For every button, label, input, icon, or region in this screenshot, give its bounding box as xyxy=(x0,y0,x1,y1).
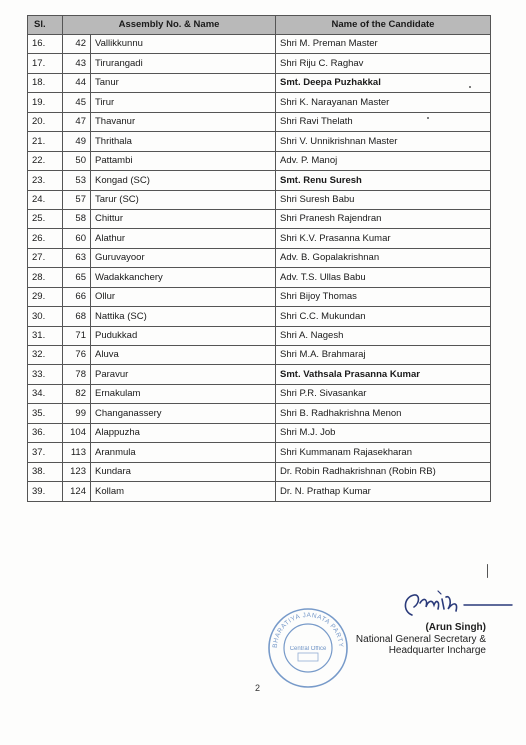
row-assembly-no: 60 xyxy=(63,229,91,248)
stamp-center-text: Central Office xyxy=(289,646,327,652)
table-row xyxy=(28,35,491,54)
table-row xyxy=(28,54,491,73)
row-assembly-no: 124 xyxy=(63,482,91,501)
row-assembly-no: 76 xyxy=(63,346,91,365)
row-assembly-name: Kollam xyxy=(91,482,276,501)
row-sl: 35. xyxy=(28,404,63,423)
table-row xyxy=(28,404,491,423)
header-row xyxy=(28,16,491,35)
row-candidate-name: Shri M.J. Job xyxy=(276,423,491,442)
table-row xyxy=(28,268,491,287)
row-candidate-name: Shri Ravi Thelath xyxy=(276,112,491,131)
signatory-title-line1: National General Secretary & xyxy=(355,633,486,645)
row-sl: 26. xyxy=(28,229,63,248)
row-assembly-no: 58 xyxy=(63,209,91,228)
row-candidate-name: Smt. Renu Suresh xyxy=(276,171,491,190)
table-row xyxy=(28,326,491,345)
row-assembly-name: Aluva xyxy=(91,346,276,365)
signatory-title-line2: Headquarter Incharge xyxy=(388,645,486,656)
header-assembly: Assembly No. & Name xyxy=(63,16,276,35)
candidate-table xyxy=(27,15,491,502)
row-candidate-name: Shri Kummanam Rajasekharan xyxy=(276,443,491,462)
row-sl: 28. xyxy=(28,268,63,287)
row-assembly-no: 50 xyxy=(63,151,91,170)
row-assembly-no: 42 xyxy=(63,35,91,54)
page-number: 2 xyxy=(255,683,261,693)
row-candidate-name: Dr. N. Prathap Kumar xyxy=(276,482,491,501)
row-assembly-name: Wadakkanchery xyxy=(91,268,276,287)
table-row xyxy=(28,73,491,92)
row-assembly-no: 104 xyxy=(63,423,91,442)
row-sl: 27. xyxy=(28,248,63,267)
scan-speck xyxy=(427,117,429,119)
row-assembly-no: 123 xyxy=(63,462,91,481)
row-sl: 18. xyxy=(28,73,63,92)
row-sl: 20. xyxy=(28,112,63,131)
row-assembly-name: Thrithala xyxy=(91,132,276,151)
row-candidate-name: Shri K.V. Prasanna Kumar xyxy=(276,229,491,248)
row-candidate-name: Shri Pranesh Rajendran xyxy=(276,209,491,228)
row-candidate-name: Shri P.R. Sivasankar xyxy=(276,384,491,403)
row-sl: 30. xyxy=(28,307,63,326)
row-candidate-name: Shri C.C. Mukundan xyxy=(276,307,491,326)
row-candidate-name: Adv. P. Manoj xyxy=(276,151,491,170)
row-assembly-no: 49 xyxy=(63,132,91,151)
table-row xyxy=(28,462,491,481)
row-sl: 17. xyxy=(28,54,63,73)
row-assembly-no: 99 xyxy=(63,404,91,423)
row-assembly-no: 65 xyxy=(63,268,91,287)
row-sl: 16. xyxy=(28,35,63,54)
row-candidate-name: Shri M.A. Brahmaraj xyxy=(276,346,491,365)
row-sl: 23. xyxy=(28,171,63,190)
row-assembly-name: Pattambi xyxy=(91,151,276,170)
row-sl: 34. xyxy=(28,384,63,403)
row-assembly-no: 53 xyxy=(63,171,91,190)
table-row xyxy=(28,248,491,267)
row-assembly-name: Tirurangadi xyxy=(91,54,276,73)
row-sl: 33. xyxy=(28,365,63,384)
row-assembly-no: 66 xyxy=(63,287,91,306)
row-candidate-name: Dr. Robin Radhakrishnan (Robin RB) xyxy=(276,462,491,481)
table-row xyxy=(28,229,491,248)
row-assembly-name: Pudukkad xyxy=(91,326,276,345)
row-candidate-name: Smt. Deepa Puzhakkal xyxy=(276,73,491,92)
table-row xyxy=(28,482,491,501)
row-candidate-name: Shri A. Nagesh xyxy=(276,326,491,345)
signature-mark xyxy=(398,585,516,625)
row-sl: 25. xyxy=(28,209,63,228)
row-assembly-name: Tarur (SC) xyxy=(91,190,276,209)
row-assembly-no: 43 xyxy=(63,54,91,73)
row-assembly-name: Kongad (SC) xyxy=(91,171,276,190)
row-assembly-no: 78 xyxy=(63,365,91,384)
row-assembly-name: Guruvayoor xyxy=(91,248,276,267)
row-assembly-no: 71 xyxy=(63,326,91,345)
scan-speck xyxy=(487,564,488,578)
table-row xyxy=(28,423,491,442)
row-sl: 21. xyxy=(28,132,63,151)
row-assembly-name: Aranmula xyxy=(91,443,276,462)
row-sl: 36. xyxy=(28,423,63,442)
row-sl: 24. xyxy=(28,190,63,209)
row-assembly-name: Vallikkunnu xyxy=(91,35,276,54)
row-assembly-name: Alappuzha xyxy=(91,423,276,442)
table-body xyxy=(28,35,491,502)
table-row xyxy=(28,365,491,384)
row-assembly-name: Kundara xyxy=(91,462,276,481)
table-row xyxy=(28,93,491,112)
row-candidate-name: Shri Bijoy Thomas xyxy=(276,287,491,306)
row-assembly-no: 57 xyxy=(63,190,91,209)
row-sl: 29. xyxy=(28,287,63,306)
table-row xyxy=(28,171,491,190)
table-row xyxy=(28,287,491,306)
row-assembly-no: 68 xyxy=(63,307,91,326)
row-sl: 37. xyxy=(28,443,63,462)
row-candidate-name: Shri V. Unnikrishnan Master xyxy=(276,132,491,151)
row-sl: 38. xyxy=(28,462,63,481)
row-assembly-no: 63 xyxy=(63,248,91,267)
table-row xyxy=(28,209,491,228)
row-sl: 19. xyxy=(28,93,63,112)
row-sl: 39. xyxy=(28,482,63,501)
table-row xyxy=(28,384,491,403)
row-assembly-name: Ernakulam xyxy=(91,384,276,403)
table-row xyxy=(28,132,491,151)
row-assembly-no: 82 xyxy=(63,384,91,403)
row-assembly-name: Ollur xyxy=(91,287,276,306)
stamp-ring-text: BHARATIYA JANATA PARTY xyxy=(271,611,345,649)
row-sl: 22. xyxy=(28,151,63,170)
signatory-name: (Arun Singh) xyxy=(425,622,486,633)
row-assembly-no: 47 xyxy=(63,112,91,131)
row-assembly-no: 45 xyxy=(63,93,91,112)
header-candidate: Name of the Candidate xyxy=(276,16,491,35)
row-sl: 32. xyxy=(28,346,63,365)
signatory-block xyxy=(356,622,486,657)
table-row xyxy=(28,307,491,326)
row-assembly-no: 113 xyxy=(63,443,91,462)
row-candidate-name: Shri M. Preman Master xyxy=(276,35,491,54)
table-row xyxy=(28,443,491,462)
party-stamp xyxy=(266,606,350,690)
table-header xyxy=(28,16,491,35)
table-row xyxy=(28,151,491,170)
header-sl: Sl. xyxy=(28,16,63,35)
row-candidate-name: Shri B. Radhakrishna Menon xyxy=(276,404,491,423)
row-assembly-name: Tirur xyxy=(91,93,276,112)
row-candidate-name: Smt. Vathsala Prasanna Kumar xyxy=(276,365,491,384)
row-candidate-name: Adv. T.S. Ullas Babu xyxy=(276,268,491,287)
row-assembly-name: Alathur xyxy=(91,229,276,248)
row-assembly-name: Changanassery xyxy=(91,404,276,423)
row-assembly-name: Tanur xyxy=(91,73,276,92)
scan-speck xyxy=(469,86,471,88)
row-candidate-name: Shri Riju C. Raghav xyxy=(276,54,491,73)
row-assembly-name: Nattika (SC) xyxy=(91,307,276,326)
row-assembly-name: Thavanur xyxy=(91,112,276,131)
table-row xyxy=(28,346,491,365)
table-row xyxy=(28,190,491,209)
row-sl: 31. xyxy=(28,326,63,345)
row-candidate-name: Shri K. Narayanan Master xyxy=(276,93,491,112)
table-row xyxy=(28,112,491,131)
row-assembly-no: 44 xyxy=(63,73,91,92)
row-candidate-name: Shri Suresh Babu xyxy=(276,190,491,209)
row-assembly-name: Chittur xyxy=(91,209,276,228)
row-candidate-name: Adv. B. Gopalakrishnan xyxy=(276,248,491,267)
row-assembly-name: Paravur xyxy=(91,365,276,384)
